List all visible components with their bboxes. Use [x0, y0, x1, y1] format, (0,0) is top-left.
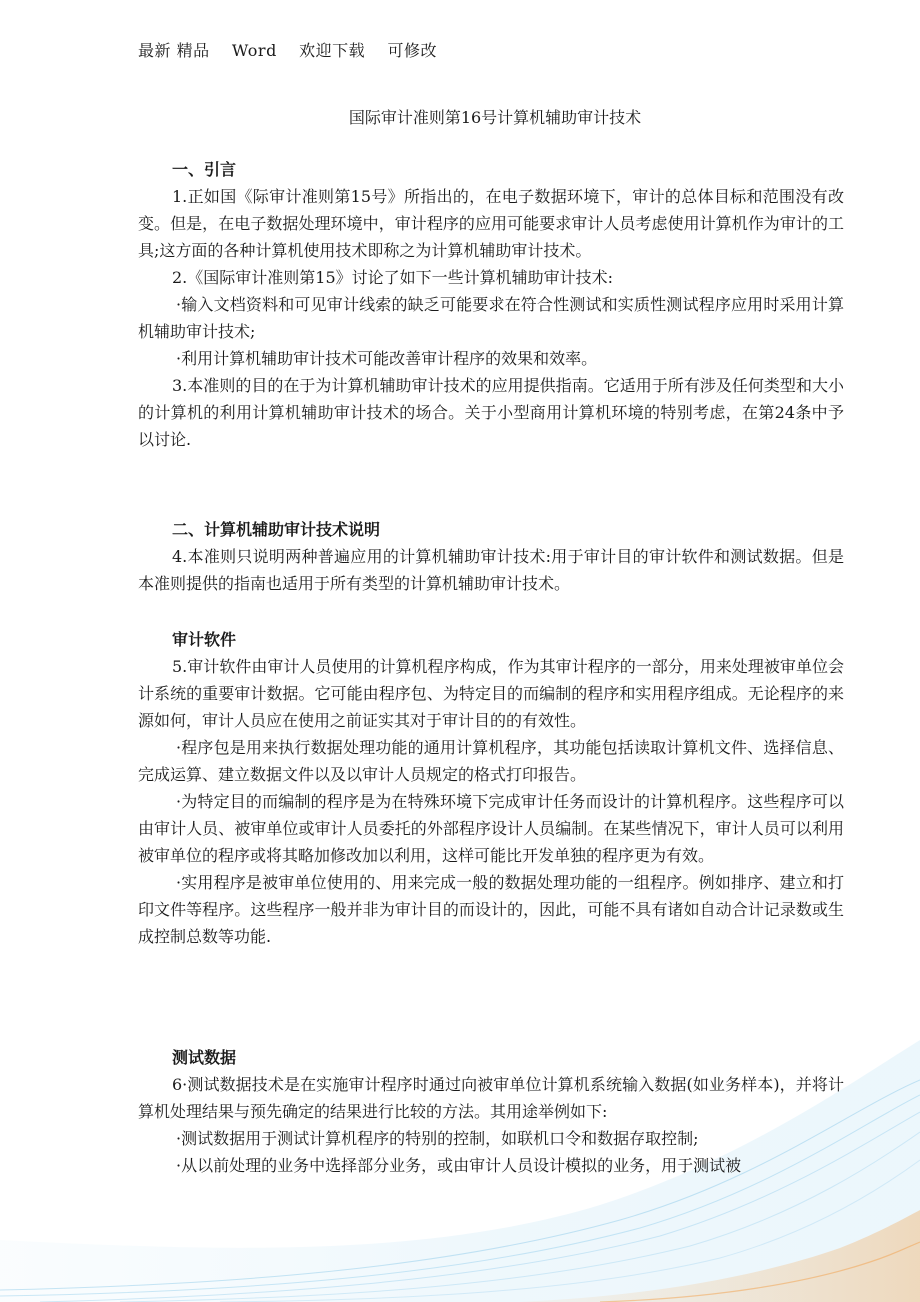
- section-heading: 二、计算机辅助审计技术说明: [172, 520, 381, 539]
- paragraph: 6·测试数据技术是在实施审计程序时通过向被审单位计算机系统输入数据(如业务样本)，并将计算机处理结果与预先确定的结果进行比较的方法。其用途举例如下:: [138, 1075, 844, 1121]
- bullet-item: ·测试数据用于测试计算机程序的特别的控制，如联机口令和数据存取控制;: [176, 1129, 699, 1148]
- section-heading: 测试数据: [172, 1048, 237, 1067]
- header-banner: 最新 精品 Word 欢迎下载 可修改: [138, 41, 438, 60]
- bullet-item: ·为特定目的而编制的程序是为在特殊环境下完成审计任务而设计的计算机程序。这些程序可以由审计人员、被审单位或审计人员委托的外部程序设计人员编制。在某些情况下，审计人员可以利用被审单位的程序或将其略加修改加以利用，这样可能比开发单独的程序更为有效。: [138, 792, 844, 865]
- section-description: [138, 516, 844, 597]
- section-heading: 审计软件: [172, 630, 237, 649]
- paragraph: 2.《国际审计准则第15》讨论了如下一些计算机辅助审计技术:: [172, 268, 614, 287]
- bullet-item: ·利用计算机辅助审计技术可能改善审计程序的效果和效率。: [176, 349, 598, 368]
- section-heading: 一、引言: [172, 160, 237, 179]
- paragraph: 5.审计软件由审计人员使用的计算机程序构成，作为其审计程序的一部分，用来处理被审单位会计系统的重要审计数据。它可能由程序包、为特定目的而编制的程序和实用程序组成。无论程序的来源如何，审计人员应在使用之前证实其对于审计目的的有效性。: [138, 657, 844, 730]
- bullet-item: ·输入文档资料和可见审计线索的缺乏可能要求在符合性测试和实质性测试程序应用时采用计算机辅助审计技术;: [138, 295, 844, 341]
- section-test-data: [138, 1044, 844, 1179]
- section-introduction: [138, 156, 844, 453]
- paragraph: 1.正如国《际审计准则第15号》所指出的，在电子数据环境下，审计的总体目标和范围没有改变。但是，在电子数据处理环境中，审计程序的应用可能要求审计人员考虑使用计算机作为审计的工具;这方面的各种计算机使用技术即称之为计算机辅助审计技术。: [138, 187, 844, 260]
- bullet-item: ·程序包是用来执行数据处理功能的通用计算机程序，其功能包括读取计算机文件、选择信息、完成运算、建立数据文件以及以审计人员规定的格式打印报告。: [138, 738, 844, 784]
- bullet-item: ·实用程序是被审单位使用的、用来完成一般的数据处理功能的一组程序。例如排序、建立和打印文件等程序。这些程序一般并非为审计目的而设计的，因此，可能不具有诸如自动合计记录数或生成控制总数等功能.: [138, 873, 844, 946]
- section-audit-software: [138, 626, 844, 950]
- paragraph: 4.本准则只说明两种普遍应用的计算机辅助审计技术:用于审计目的审计软件和测试数据。但是本准则提供的指南也适用于所有类型的计算机辅助审计技术。: [138, 547, 844, 593]
- document-title: 国际审计准则第16号计算机辅助审计技术: [348, 108, 642, 127]
- bullet-item: ·从以前处理的业务中选择部分业务，或由审计人员设计模拟的业务，用于测试被: [176, 1156, 742, 1175]
- paragraph: 3.本准则的目的在于为计算机辅助审计技术的应用提供指南。它适用于所有涉及任何类型和大小的计算机的利用计算机辅助审计技术的场合。关于小型商用计算机环境的特别考虑，在第24条中予以讨论.: [138, 376, 844, 449]
